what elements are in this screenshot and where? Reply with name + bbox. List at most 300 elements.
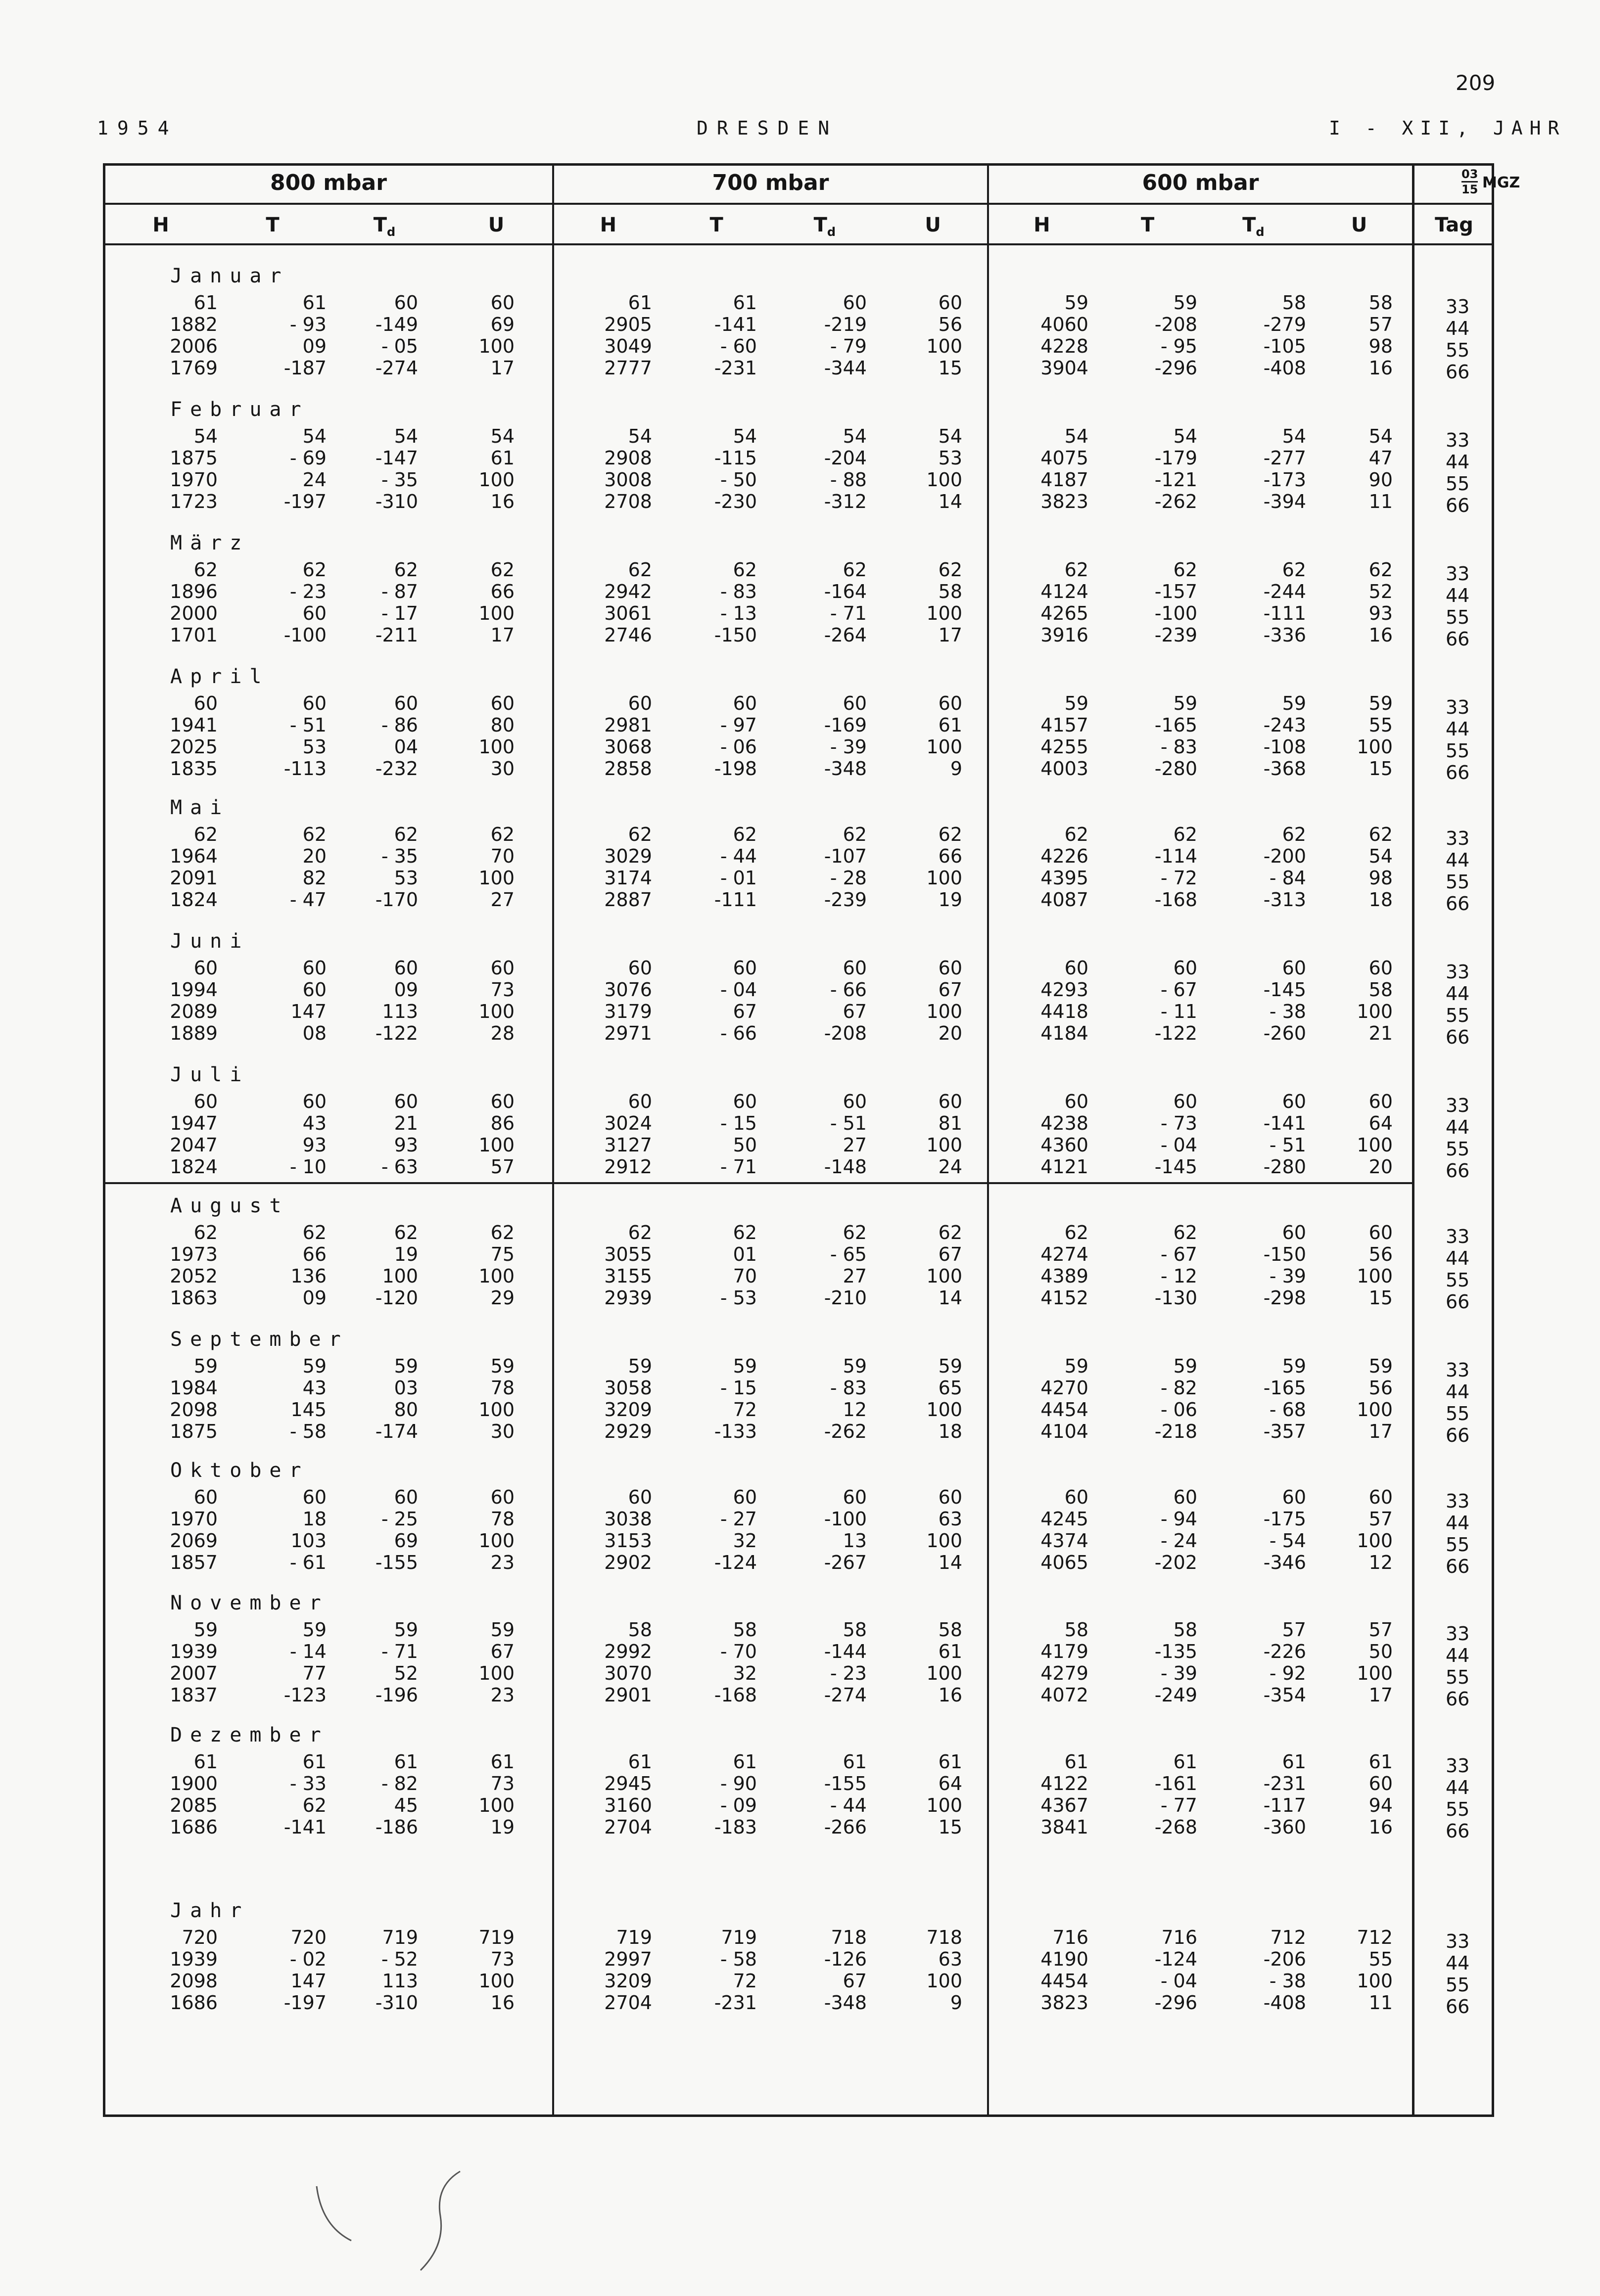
table-cell: 1857 — [170, 1552, 218, 1573]
table-cell: 3038 — [604, 1508, 652, 1530]
table-cell: 2052 — [170, 1265, 218, 1287]
table-cell: -147 — [375, 447, 418, 469]
table-cell: 3823 — [1040, 491, 1088, 512]
table-cell: 81 — [938, 1112, 962, 1134]
table-cell: - 94 — [1160, 1508, 1197, 1530]
table-cell: -105 — [1263, 335, 1306, 357]
table-cell: 21 — [1368, 1022, 1393, 1044]
table-cell: 3061 — [604, 602, 652, 624]
tag-cell: 66 — [1446, 1556, 1470, 1577]
table-cell: 1970 — [170, 1508, 218, 1530]
table-cell: 3127 — [604, 1134, 652, 1156]
tag-cell: 66 — [1446, 1688, 1470, 1710]
tag-cell: 44 — [1446, 983, 1470, 1005]
table-cell: 4389 — [1040, 1265, 1088, 1287]
table-cell: 719 — [478, 1927, 515, 1948]
table-cell: 54 — [394, 425, 418, 447]
table-cell: 100 — [926, 1530, 962, 1552]
table-cell: 59 — [938, 1355, 962, 1377]
table-cell: 58 — [1173, 1619, 1197, 1641]
table-cell: 1970 — [170, 469, 218, 491]
table-cell: -135 — [1154, 1641, 1197, 1662]
table-cell: -296 — [1154, 1992, 1197, 2014]
table-cell: 66 — [302, 1243, 327, 1265]
table-cell: 3049 — [604, 335, 652, 357]
table-cell: - 73 — [1160, 1112, 1197, 1134]
table-cell: 59 — [193, 1619, 218, 1641]
column-header-u: U — [925, 214, 941, 236]
table-cell: -312 — [824, 491, 867, 512]
table-cell: - 58 — [289, 1421, 327, 1442]
table-cell: - 35 — [381, 845, 418, 867]
table-cell: -186 — [375, 1816, 418, 1838]
table-cell: -208 — [1154, 314, 1197, 335]
table-cell: 4245 — [1040, 1508, 1088, 1530]
table-cell: 719 — [616, 1927, 652, 1948]
table-cell: -208 — [824, 1022, 867, 1044]
table-cell: 56 — [1368, 1243, 1393, 1265]
table-cell: 62 — [193, 1222, 218, 1243]
table-cell: 54 — [1282, 425, 1306, 447]
table-cell: 60 — [843, 692, 867, 714]
table-cell: 60 — [490, 692, 515, 714]
tag-cell: 55 — [1446, 1269, 1470, 1291]
column-header-u: U — [1351, 214, 1367, 236]
table-cell: 2025 — [170, 736, 218, 758]
table-cell: -268 — [1154, 1816, 1197, 1838]
table-cell: 100 — [1357, 1265, 1393, 1287]
table-cell: 58 — [1368, 292, 1393, 314]
table-cell: 15 — [1368, 758, 1393, 780]
month-label: November — [170, 1592, 329, 1614]
month-label: Februar — [170, 398, 309, 421]
group-600-mbar: 600 mbar — [1142, 170, 1259, 195]
table-cell: - 06 — [720, 736, 757, 758]
table-cell: 17 — [1368, 1421, 1393, 1442]
table-cell: 720 — [182, 1927, 218, 1948]
table-cell: 100 — [478, 1134, 515, 1156]
table-cell: 59 — [193, 1355, 218, 1377]
table-cell: -155 — [375, 1552, 418, 1573]
table-cell: -266 — [824, 1816, 867, 1838]
table-cell: 100 — [926, 602, 962, 624]
table-cell: - 83 — [830, 1377, 867, 1399]
table-cell: 98 — [1368, 867, 1393, 889]
table-cell: 61 — [302, 292, 327, 314]
table-cell: 1889 — [170, 1022, 218, 1044]
table-cell: -260 — [1263, 1022, 1306, 1044]
tag-cell: 44 — [1446, 1247, 1470, 1269]
table-cell: - 50 — [720, 469, 757, 491]
table-cell: 2992 — [604, 1641, 652, 1662]
table-cell: - 51 — [830, 1112, 867, 1134]
table-cell: 54 — [938, 425, 962, 447]
column-header-h: H — [152, 214, 169, 236]
table-cell: 60 — [1282, 1222, 1306, 1243]
table-cell: 53 — [938, 447, 962, 469]
table-cell: -130 — [1154, 1287, 1197, 1309]
table-cell: -165 — [1263, 1377, 1306, 1399]
table-cell: - 28 — [830, 867, 867, 889]
table-cell: 61 — [490, 447, 515, 469]
table-cell: 60 — [302, 602, 327, 624]
table-cell: 16 — [490, 491, 515, 512]
table-cell: 2098 — [170, 1399, 218, 1421]
table-cell: -126 — [824, 1948, 867, 1970]
table-cell: 100 — [926, 867, 962, 889]
table-cell: 55 — [1368, 714, 1393, 736]
table-cell: 62 — [1282, 824, 1306, 845]
month-label: Mai — [170, 796, 230, 819]
tag-cell: 33 — [1446, 1359, 1470, 1381]
table-cell: 4121 — [1040, 1156, 1088, 1178]
table-cell: 62 — [490, 1222, 515, 1243]
table-cell: -141 — [714, 314, 757, 335]
table-cell: 3068 — [604, 736, 652, 758]
tag-cell: 55 — [1446, 1403, 1470, 1424]
table-cell: 72 — [733, 1970, 757, 1992]
table-cell: 100 — [926, 1265, 962, 1287]
tag-cell: 33 — [1446, 1095, 1470, 1116]
table-cell: 1824 — [170, 1156, 218, 1178]
table-cell: 100 — [478, 469, 515, 491]
month-label: Juni — [170, 930, 250, 953]
table-cell: 60 — [1173, 1486, 1197, 1508]
table-cell: 57 — [1368, 1619, 1393, 1641]
table-cell: 80 — [490, 714, 515, 736]
table-cell: 09 — [394, 979, 418, 1001]
table-cell: - 27 — [720, 1508, 757, 1530]
table-cell: - 44 — [720, 845, 757, 867]
table-cell: 100 — [1357, 1001, 1393, 1022]
table-cell: 64 — [1368, 1112, 1393, 1134]
table-cell: 20 — [302, 845, 327, 867]
table-cell: 100 — [926, 1794, 962, 1816]
table-cell: 62 — [490, 559, 515, 581]
table-cell: 59 — [302, 1355, 327, 1377]
table-cell: 58 — [938, 1619, 962, 1641]
table-cell: 3916 — [1040, 624, 1088, 646]
tag-cell: 33 — [1446, 696, 1470, 718]
table-cell: 2007 — [170, 1662, 218, 1684]
table-cell: 3058 — [604, 1377, 652, 1399]
table-cell: -100 — [1154, 602, 1197, 624]
table-cell: 62 — [302, 824, 327, 845]
group-700-mbar: 700 mbar — [712, 170, 829, 195]
table-cell: - 02 — [289, 1948, 327, 1970]
table-cell: 2901 — [604, 1684, 652, 1706]
table-cell: 9 — [950, 1992, 962, 2014]
table-cell: 19 — [394, 1243, 418, 1265]
table-cell: - 66 — [720, 1022, 757, 1044]
table-cell: 2704 — [604, 1816, 652, 1838]
table-cell: -219 — [824, 314, 867, 335]
table-cell: 60 — [302, 979, 327, 1001]
table-cell: 4060 — [1040, 314, 1088, 335]
table-cell: 60 — [394, 957, 418, 979]
table-cell: 82 — [302, 867, 327, 889]
tag-cell: 55 — [1446, 871, 1470, 893]
table-cell: 4228 — [1040, 335, 1088, 357]
table-cell: 1824 — [170, 889, 218, 911]
table-cell: - 79 — [830, 335, 867, 357]
table-cell: 60 — [628, 1486, 652, 1508]
table-cell: 59 — [1282, 1355, 1306, 1377]
table-cell: 67 — [843, 1970, 867, 1992]
table-cell: 4065 — [1040, 1552, 1088, 1573]
table-cell: - 68 — [1269, 1399, 1306, 1421]
table-cell: 100 — [926, 1001, 962, 1022]
table-cell: 4075 — [1040, 447, 1088, 469]
table-cell: 3179 — [604, 1001, 652, 1022]
header-range: I - XII, JAHR — [1329, 117, 1566, 139]
table-cell: 103 — [290, 1530, 327, 1552]
column-header-h: H — [1034, 214, 1050, 236]
table-cell: 04 — [394, 736, 418, 758]
table-cell: 60 — [1064, 1091, 1088, 1112]
table-cell: 62 — [843, 1222, 867, 1243]
table-cell: 2746 — [604, 624, 652, 646]
table-cell: 23 — [490, 1684, 515, 1706]
table-cell: 73 — [490, 1773, 515, 1794]
table-cell: 100 — [478, 1794, 515, 1816]
tag-cell: 66 — [1446, 495, 1470, 516]
month-label: September — [170, 1328, 349, 1351]
tag-cell: 55 — [1446, 473, 1470, 495]
table-cell: -202 — [1154, 1552, 1197, 1573]
table-cell: 60 — [1368, 1091, 1393, 1112]
table-cell: 4122 — [1040, 1773, 1088, 1794]
table-cell: - 52 — [381, 1948, 418, 1970]
table-cell: 43 — [302, 1377, 327, 1399]
table-cell: 61 — [193, 1751, 218, 1773]
page-number: 209 — [1456, 71, 1496, 95]
table-cell: 4157 — [1040, 714, 1088, 736]
table-cell: 29 — [490, 1287, 515, 1309]
table-cell: 54 — [628, 425, 652, 447]
month-label: Jahr — [170, 1899, 250, 1922]
table-cell: 136 — [290, 1265, 327, 1287]
table-cell: - 38 — [1269, 1970, 1306, 1992]
tag-cell: 66 — [1446, 1291, 1470, 1313]
table-cell: - 17 — [381, 602, 418, 624]
table-cell: 80 — [394, 1399, 418, 1421]
table-cell: -100 — [824, 1508, 867, 1530]
table-cell: - 77 — [1160, 1794, 1197, 1816]
table-cell: 56 — [938, 314, 962, 335]
table-cell: 62 — [394, 1222, 418, 1243]
table-cell: -239 — [824, 889, 867, 911]
table-cell: 75 — [490, 1243, 515, 1265]
table-cell: 61 — [1064, 1751, 1088, 1773]
tag-cell: 33 — [1446, 1623, 1470, 1645]
table-cell: - 54 — [1269, 1530, 1306, 1552]
table-cell: - 04 — [720, 979, 757, 1001]
table-cell: 3823 — [1040, 1992, 1088, 2014]
tag-cell: 33 — [1446, 563, 1470, 585]
table-cell: 1769 — [170, 357, 218, 379]
table-cell: -279 — [1263, 314, 1306, 335]
table-cell: -111 — [1263, 602, 1306, 624]
table-cell: 66 — [938, 845, 962, 867]
table-cell: 58 — [628, 1619, 652, 1641]
table-cell: - 95 — [1160, 335, 1197, 357]
table-cell: 73 — [490, 979, 515, 1001]
table-cell: 3155 — [604, 1265, 652, 1287]
table-cell: 55 — [1368, 1948, 1393, 1970]
table-cell: 17 — [490, 624, 515, 646]
tag-cell: 55 — [1446, 1005, 1470, 1026]
table-cell: -210 — [824, 1287, 867, 1309]
table-cell: - 33 — [289, 1773, 327, 1794]
table-cell: 4270 — [1040, 1377, 1088, 1399]
table-cell: 4226 — [1040, 845, 1088, 867]
table-cell: -157 — [1154, 581, 1197, 602]
table-cell: - 06 — [1160, 1399, 1197, 1421]
table-cell: 58 — [843, 1619, 867, 1641]
table-cell: 3904 — [1040, 357, 1088, 379]
tag-cell: 55 — [1446, 339, 1470, 361]
table-cell: 62 — [302, 1222, 327, 1243]
table-cell: - 82 — [1160, 1377, 1197, 1399]
table-cell: -348 — [824, 758, 867, 780]
table-cell: 1896 — [170, 581, 218, 602]
table-cell: -280 — [1263, 1156, 1306, 1178]
table-cell: 60 — [490, 957, 515, 979]
table-cell: -108 — [1263, 736, 1306, 758]
table-cell: 62 — [1064, 559, 1088, 581]
table-cell: - 88 — [830, 469, 867, 491]
table-cell: 1973 — [170, 1243, 218, 1265]
table-cell: 2981 — [604, 714, 652, 736]
table-cell: 4265 — [1040, 602, 1088, 624]
table-cell: -262 — [824, 1421, 867, 1442]
tag-cell: 44 — [1446, 1512, 1470, 1534]
table-cell: 62 — [628, 824, 652, 845]
table-cell: -113 — [283, 758, 327, 780]
table-cell: -394 — [1263, 491, 1306, 512]
table-cell: 59 — [490, 1355, 515, 1377]
table-cell: 62 — [1173, 559, 1197, 581]
table-cell: -183 — [714, 1816, 757, 1838]
table-cell: - 71 — [720, 1156, 757, 1178]
column-divider-700 — [552, 163, 554, 2117]
table-cell: 62 — [1064, 1222, 1088, 1243]
tag-cell: 44 — [1446, 1645, 1470, 1666]
tag-cell: 66 — [1446, 361, 1470, 383]
table-cell: 716 — [1052, 1927, 1088, 1948]
table-cell: 100 — [1357, 1530, 1393, 1552]
table-cell: -122 — [375, 1022, 418, 1044]
table-cell: 18 — [302, 1508, 327, 1530]
table-cell: 62 — [733, 1222, 757, 1243]
table-cell: 18 — [1368, 889, 1393, 911]
table-cell: 719 — [382, 1927, 418, 1948]
table-cell: 147 — [290, 1970, 327, 1992]
table-cell: 54 — [1368, 845, 1393, 867]
table-cell: -239 — [1154, 624, 1197, 646]
table-cell: 14 — [938, 491, 962, 512]
table-cell: 62 — [938, 1222, 962, 1243]
table-cell: - 82 — [381, 1773, 418, 1794]
table-cell: 100 — [478, 1970, 515, 1992]
tag-cell: 33 — [1446, 1490, 1470, 1512]
table-cell: -346 — [1263, 1552, 1306, 1573]
table-cell: - 23 — [830, 1662, 867, 1684]
table-cell: 1875 — [170, 1421, 218, 1442]
table-cell: - 66 — [830, 979, 867, 1001]
table-cell: 60 — [302, 1486, 327, 1508]
table-cell: 53 — [302, 736, 327, 758]
table-cell: -111 — [714, 889, 757, 911]
month-label: März — [170, 532, 250, 554]
mgz-header — [1459, 167, 1520, 203]
table-cell: -348 — [824, 1992, 867, 2014]
table-cell: -226 — [1263, 1641, 1306, 1662]
table-cell: 100 — [926, 1134, 962, 1156]
table-cell: - 39 — [830, 736, 867, 758]
table-cell: 28 — [490, 1022, 515, 1044]
table-cell: - 10 — [289, 1156, 327, 1178]
table-cell: - 67 — [1160, 979, 1197, 1001]
table-cell: 67 — [490, 1641, 515, 1662]
tag-cell: 33 — [1446, 296, 1470, 318]
table-cell: 60 — [302, 692, 327, 714]
table-cell: 60 — [1368, 1486, 1393, 1508]
table-cell: 59 — [1173, 692, 1197, 714]
table-cell: 11 — [1368, 1992, 1393, 2014]
table-cell: - 97 — [720, 714, 757, 736]
month-label: Juli — [170, 1063, 250, 1086]
table-cell: 64 — [938, 1773, 962, 1794]
table-cell: - 39 — [1160, 1662, 1197, 1684]
table-cell: 78 — [490, 1377, 515, 1399]
table-cell: 60 — [938, 292, 962, 314]
table-cell: - 01 — [720, 867, 757, 889]
table-cell: -168 — [1154, 889, 1197, 911]
table-cell: -310 — [375, 491, 418, 512]
table-cell: 3841 — [1040, 1816, 1088, 1838]
table-cell: 1686 — [170, 1992, 218, 2014]
table-cell: -133 — [714, 1421, 757, 1442]
table-cell: 70 — [490, 845, 515, 867]
table-cell: 63 — [938, 1508, 962, 1530]
table-cell: 78 — [490, 1508, 515, 1530]
table-cell: - 83 — [720, 581, 757, 602]
table-cell: 4360 — [1040, 1134, 1088, 1156]
table-cell: 61 — [938, 1751, 962, 1773]
table-cell: 3209 — [604, 1399, 652, 1421]
table-cell: 59 — [628, 1355, 652, 1377]
table-cell: 30 — [490, 758, 515, 780]
table-cell: 100 — [478, 867, 515, 889]
header-city: DRESDEN — [697, 117, 839, 139]
month-label: Dezember — [170, 1724, 329, 1746]
tag-cell: 33 — [1446, 961, 1470, 983]
table-cell: 60 — [193, 1091, 218, 1112]
table-cell: 60 — [394, 1486, 418, 1508]
table-cell: 3070 — [604, 1662, 652, 1684]
column-header-h: H — [600, 214, 617, 236]
table-cell: 61 — [628, 1751, 652, 1773]
table-cell: - 15 — [720, 1112, 757, 1134]
table-cell: - 05 — [381, 335, 418, 357]
table-cell: 12 — [843, 1399, 867, 1421]
table-cell: 17 — [1368, 1684, 1393, 1706]
table-cell: - 47 — [289, 889, 327, 911]
table-cell: 90 — [1368, 469, 1393, 491]
table-cell: 60 — [490, 1486, 515, 1508]
